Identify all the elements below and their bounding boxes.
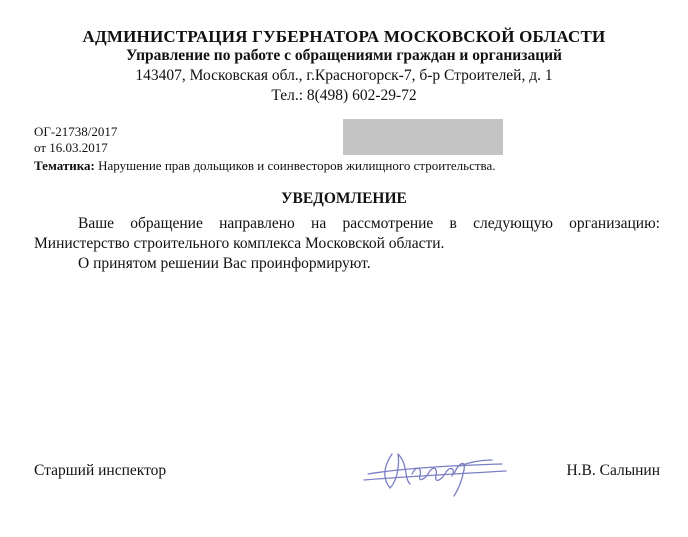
notice-title: УВЕДОМЛЕНИЕ — [281, 190, 407, 207]
topic-line — [34, 158, 496, 174]
organization-title: АДМИНИСТРАЦИЯ ГУБЕРНАТОРА МОСКОВСКОЙ ОБЛАСТИ — [82, 27, 606, 46]
notice-paragraph-1: Ваше обращение направлено на рассмотрение в следующую организацию: Министерство строительного комплекса Московской области. — [34, 215, 660, 252]
notice-paragraph-2: О принятом решении Вас проинформируют. — [78, 255, 371, 272]
redacted-block — [343, 119, 503, 155]
signer-role: Старший инспектор — [34, 462, 167, 479]
handwritten-signature — [362, 444, 508, 500]
address: 143407, Московская обл., г.Красногорск-7, б-р Строителей, д. 1 — [135, 67, 553, 84]
department-name: Управление по работе с обращениями граждан и организаций — [126, 47, 562, 64]
notice-body — [34, 214, 660, 274]
signer-name: Н.В. Салынин — [566, 462, 660, 479]
topic-text: Нарушение прав дольщиков и соинвесторов жилищного строительства. — [94, 158, 496, 173]
registration-number: ОГ-21738/2017 — [34, 124, 118, 139]
topic-label: Тематика: — [34, 158, 95, 173]
phone-number: Тел.: 8(498) 602-29-72 — [271, 87, 417, 104]
registration-date: от 16.03.2017 — [34, 140, 108, 155]
